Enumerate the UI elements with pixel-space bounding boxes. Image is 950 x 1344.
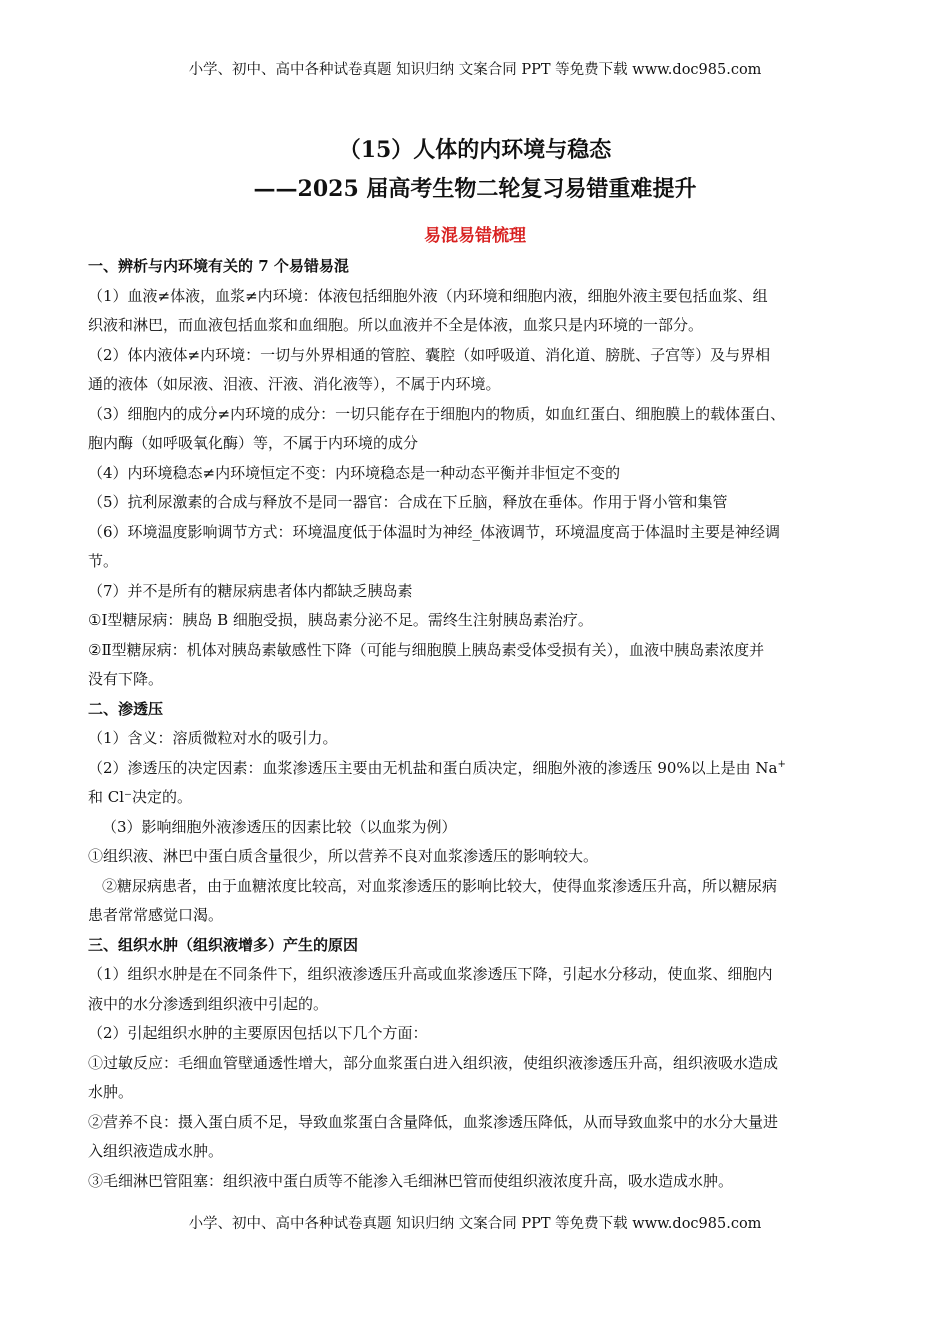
paragraph-line	[88, 577, 863, 607]
line-text: （7）并不是所有的糖尿病患者体内都缺乏胰岛素	[88, 581, 413, 600]
line-text: 节。	[88, 552, 119, 570]
line-text: ②营养不良：摄入蛋白质不足，导致血浆蛋白含量降低，血浆渗透压降低，从而导致血浆中的水分大量进	[88, 1112, 779, 1131]
page-header: 小学、初中、高中各种试卷真题 知识归纳 文案合同 PPT 等免费下载 www.doc985.com	[188, 62, 762, 78]
paragraph-line	[88, 813, 863, 843]
section-heading	[88, 931, 863, 961]
paragraph-line	[88, 370, 863, 400]
paragraph-line	[88, 1137, 863, 1167]
paragraph-line	[88, 400, 863, 430]
document-subtitle-line: ——2025 届高考生物二轮复习易错重难提升	[253, 176, 697, 202]
document-title: （15）人体的内环境与稳态	[338, 137, 612, 163]
line-text: 液中的水分渗透到组织液中引起的。	[88, 994, 329, 1013]
section-heading	[88, 695, 863, 725]
paragraph-line	[88, 665, 863, 695]
paragraph-line	[88, 311, 863, 341]
section-heading	[88, 252, 863, 282]
superscript: +	[777, 758, 786, 770]
paragraph-line	[88, 754, 863, 784]
paragraph-line	[88, 872, 863, 902]
line-text: （6）环境温度影响调节方式：环境温度低于体温时为神经_体液调节，环境温度高于体温时主要是神经调	[88, 522, 781, 541]
paragraph-line	[88, 636, 863, 666]
document-body	[88, 252, 863, 1196]
line-text: 二、渗透压	[88, 699, 164, 718]
paragraph-line	[88, 547, 863, 577]
paragraph-line	[88, 282, 863, 312]
line-text: （2）体内液体≠内环境：一切与外界相通的管腔、囊腔（如呼吸道、消化道、膀胱、子宫等）及与界相	[88, 345, 771, 364]
paragraph-line	[88, 724, 863, 754]
line-text: ③毛细淋巴管阻塞：组织液中蛋白质等不能渗入毛细淋巴管而使组织液浓度升高，吸水造成水肿。	[88, 1171, 734, 1190]
line-text: （1）含义：溶质微粒对水的吸引力。	[88, 729, 338, 747]
paragraph-line	[88, 1167, 863, 1197]
line-text: 三、组织水肿（组织液增多）产生的原因	[88, 935, 359, 954]
line-text: 没有下降。	[88, 670, 164, 688]
line-text: （3）影响细胞外液渗透压的因素比较（以血浆为例）	[102, 817, 457, 836]
paragraph-line	[88, 842, 863, 872]
paragraph-line	[88, 606, 863, 636]
paragraph-line	[88, 518, 863, 548]
paragraph-line	[88, 341, 863, 371]
paragraph-line	[88, 1108, 863, 1138]
line-text: （5）抗利尿激素的合成与释放不是同一器官：合成在下丘脑，释放在垂体。作用于肾小管和集管	[88, 493, 728, 511]
line-text: ①组织液、淋巴中蛋白质含量很少，所以营养不良对血浆渗透压的影响较大。	[88, 847, 599, 865]
paragraph-line	[88, 783, 863, 813]
page-footer: 小学、初中、高中各种试卷真题 知识归纳 文案合同 PPT 等免费下载 www.doc985.com	[188, 1216, 762, 1232]
line-text: 胞内酶（如呼吸氧化酶）等，不属于内环境的成分	[88, 434, 419, 452]
line-text: 水肿。	[88, 1083, 134, 1101]
line-text: 和 Cl⁻决定的。	[88, 788, 192, 806]
line-text: （1）血液≠体液，血浆≠内环境：体液包括细胞外液（内环境和细胞内液，细胞外液主要包括血浆、组	[88, 286, 768, 305]
line-text: 一、辨析与内环境有关的 7 个易错易混	[88, 257, 349, 275]
line-text: （2）渗透压的决定因素：血浆渗透压主要由无机盐和蛋白质决定，细胞外液的渗透压 90%以上是由 Na	[88, 758, 778, 777]
section-banner: 易混易错梳理	[424, 226, 526, 246]
line-text: ①Ⅰ型糖尿病：胰岛 B 细胞受损，胰岛素分泌不足。需终生注射胰岛素治疗。	[88, 611, 593, 629]
paragraph-line	[88, 901, 863, 931]
paragraph-line	[88, 488, 863, 518]
paragraph-line	[88, 1019, 863, 1049]
paragraph-line	[88, 1078, 863, 1108]
line-text: ②糖尿病患者，由于血糖浓度比较高，对血浆渗透压的影响比较大，使得血浆渗透压升高，所以糖尿病	[102, 876, 778, 895]
line-text: （1）组织水肿是在不同条件下，组织液渗透压升高或血浆渗透压下降，引起水分移动，使血浆、细胞内	[88, 965, 773, 983]
line-text: 通的液体（如尿液、泪液、汗液、消化液等），不属于内环境。	[88, 375, 501, 393]
line-text: （2）引起组织水肿的主要原因包括以下几个方面：	[88, 1024, 428, 1042]
line-text: 织液和淋巴，而血液包括血浆和血细胞。所以血液并不全是体液，血浆只是内环境的一部分。	[88, 316, 704, 334]
line-text: （4）内环境稳态≠内环境恒定不变：内环境稳态是一种动态平衡并非恒定不变的	[88, 463, 621, 482]
paragraph-line	[88, 1049, 863, 1079]
paragraph-line	[88, 990, 863, 1020]
paragraph-line	[88, 429, 863, 459]
line-text: 入组织液造成水肿。	[88, 1142, 224, 1160]
line-text: 患者常常感觉口渴。	[88, 906, 224, 924]
line-text: （3）细胞内的成分≠内环境的成分：一切只能存在于细胞内的物质，如血红蛋白、细胞膜上的载体蛋白、	[88, 404, 786, 423]
paragraph-line	[88, 960, 863, 990]
line-text: ②Ⅱ型糖尿病：机体对胰岛素敏感性下降（可能与细胞膜上胰岛素受体受损有关），血液中胰岛素浓度并	[88, 640, 765, 659]
line-text: ①过敏反应：毛细血管壁通透性增大，部分血浆蛋白进入组织液，使组织液渗透压升高，组织液吸水造成	[88, 1053, 779, 1072]
paragraph-line	[88, 459, 863, 489]
